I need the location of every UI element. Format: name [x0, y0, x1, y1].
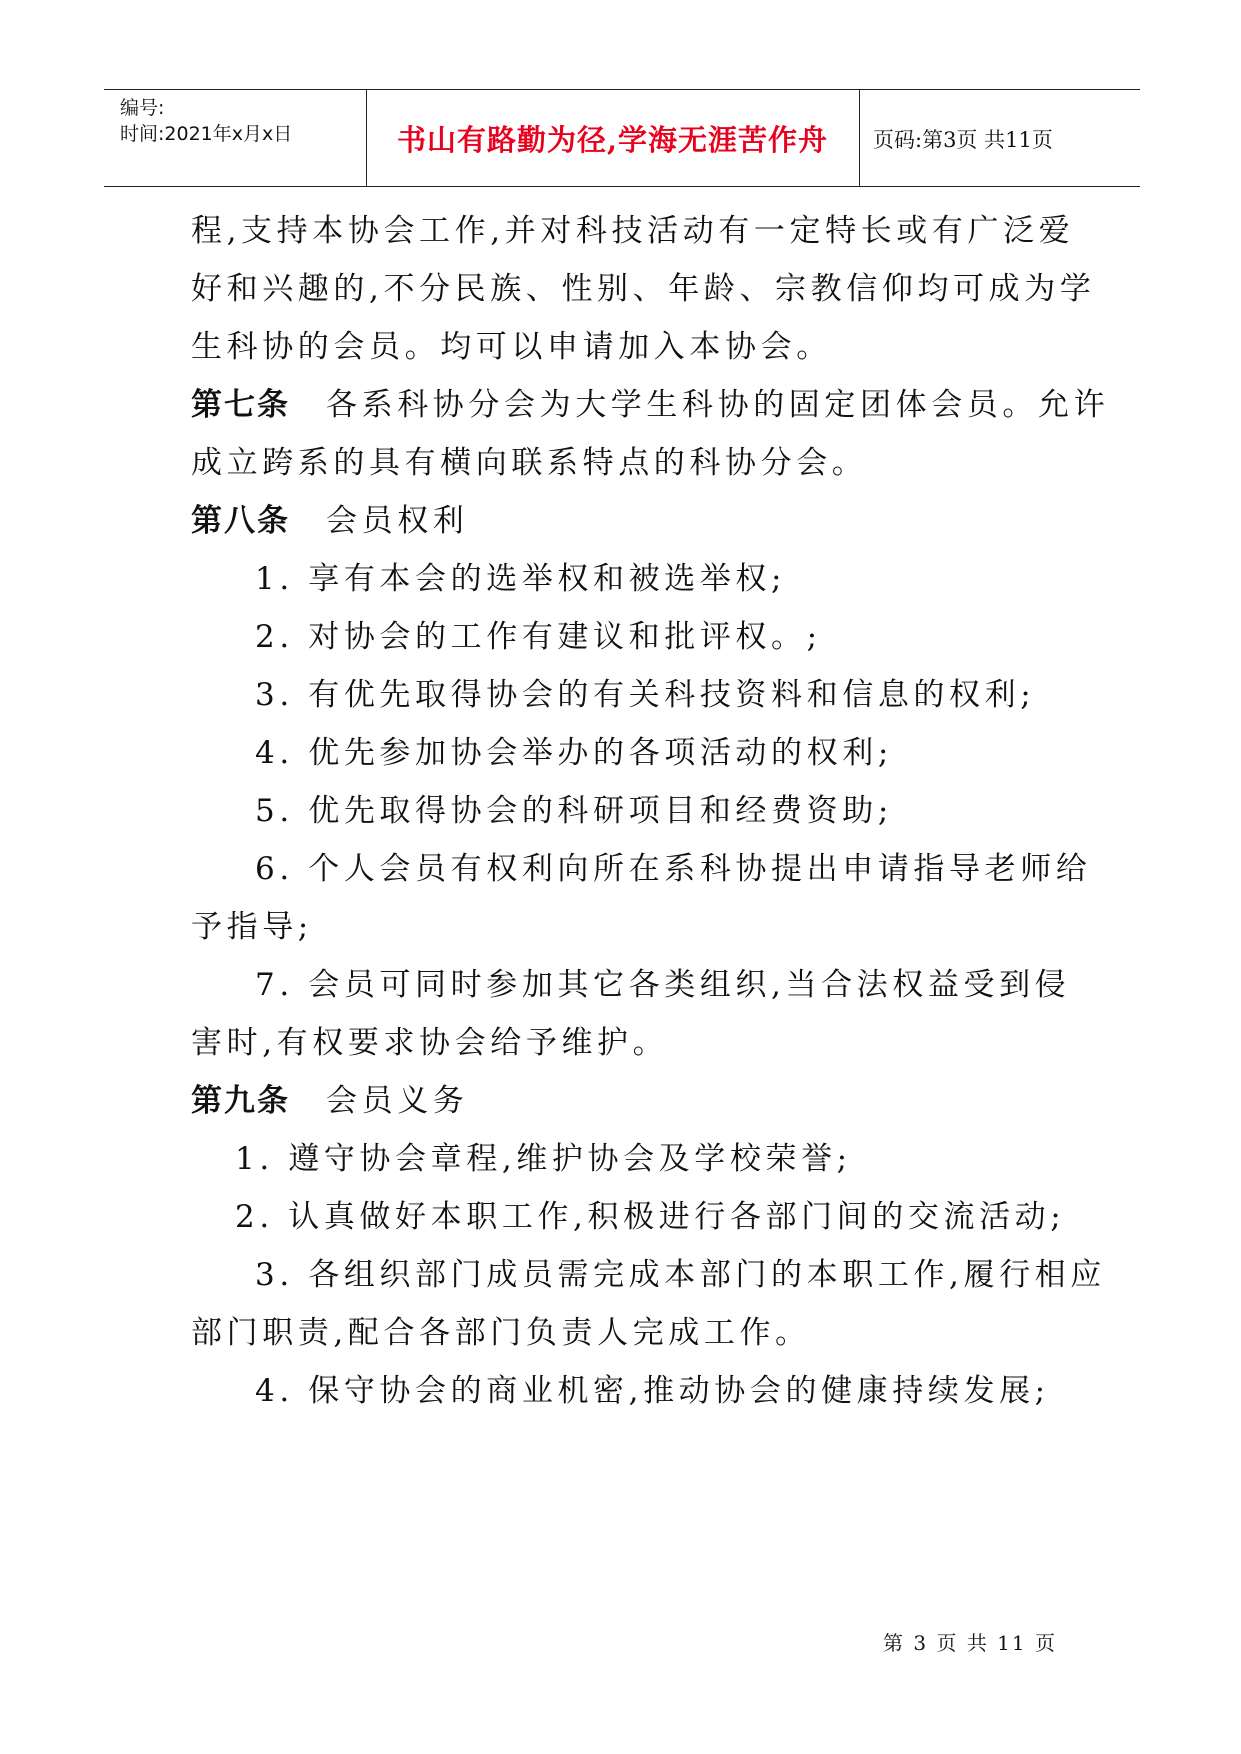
document-time: 时间:2021年x月x日 — [120, 123, 293, 145]
body-line: 成立跨系的具有横向联系特点的科协分会。 — [191, 445, 868, 481]
body-line: 部门职责,配合各部门负责人完成工作。 — [191, 1315, 811, 1351]
body-line: 生科协的会员。均可以申请加入本协会。 — [191, 329, 832, 365]
document-number-label: 编号: — [120, 97, 165, 119]
list-item: 4. 优先参加协会举办的各项活动的权利; — [255, 735, 893, 771]
page-header — [104, 89, 1140, 187]
list-item: 4. 保守协会的商业机密,推动协会的健康持续发展; — [255, 1373, 1050, 1409]
list-item: 7. 会员可同时参加其它各类组织,当合法权益受到侵 — [255, 967, 1071, 1003]
body-line: 害时,有权要求协会给予维护。 — [191, 1025, 669, 1061]
list-item: 1. 遵守协会章程,维护协会及学校荣誉; — [235, 1141, 852, 1177]
header-page-info: 页码:第3页 共11页 — [873, 128, 1053, 152]
body-line: 予指导; — [191, 909, 313, 945]
header-motto: 书山有路勤为径,学海无涯苦作舟 — [396, 123, 829, 157]
list-item: 2. 认真做好本职工作,积极进行各部门间的交流活动; — [235, 1199, 1066, 1235]
list-item: 3. 有优先取得协会的有关科技资料和信息的权利; — [255, 677, 1036, 713]
list-item: 2. 对协会的工作有建议和批评权。; — [255, 619, 822, 655]
header-meta — [104, 90, 367, 186]
article-8-heading: 第八条 — [191, 503, 290, 539]
article-7-heading: 第七条 — [191, 387, 290, 423]
article-7-text: 各系科协分会为大学生科协的固定团体会员。允许 — [326, 387, 1110, 423]
page-footer: 第 3 页 共 11 页 — [883, 1631, 1057, 1655]
article-8-title: 会员权利 — [326, 503, 469, 539]
header-page-cell — [859, 90, 1140, 186]
article-7 — [191, 379, 1109, 424]
list-item: 5. 优先取得协会的科研项目和经费资助; — [255, 793, 893, 829]
article-9-title: 会员义务 — [326, 1083, 469, 1119]
list-item: 3. 各组织部门成员需完成本部门的本职工作,履行相应 — [255, 1257, 1106, 1293]
body-line: 好和兴趣的,不分民族、性别、年龄、宗教信仰均可成为学 — [191, 271, 1096, 307]
list-item: 6. 个人会员有权利向所在系科协提出申请指导老师给 — [255, 851, 1092, 887]
header-motto-cell — [366, 90, 860, 186]
body-line: 程,支持本协会工作,并对科技活动有一定特长或有广泛爱 — [191, 213, 1075, 249]
article-9-heading: 第九条 — [191, 1083, 290, 1119]
list-item: 1. 享有本会的选举权和被选举权; — [255, 561, 787, 597]
article-8 — [191, 495, 468, 540]
article-9 — [191, 1075, 468, 1120]
